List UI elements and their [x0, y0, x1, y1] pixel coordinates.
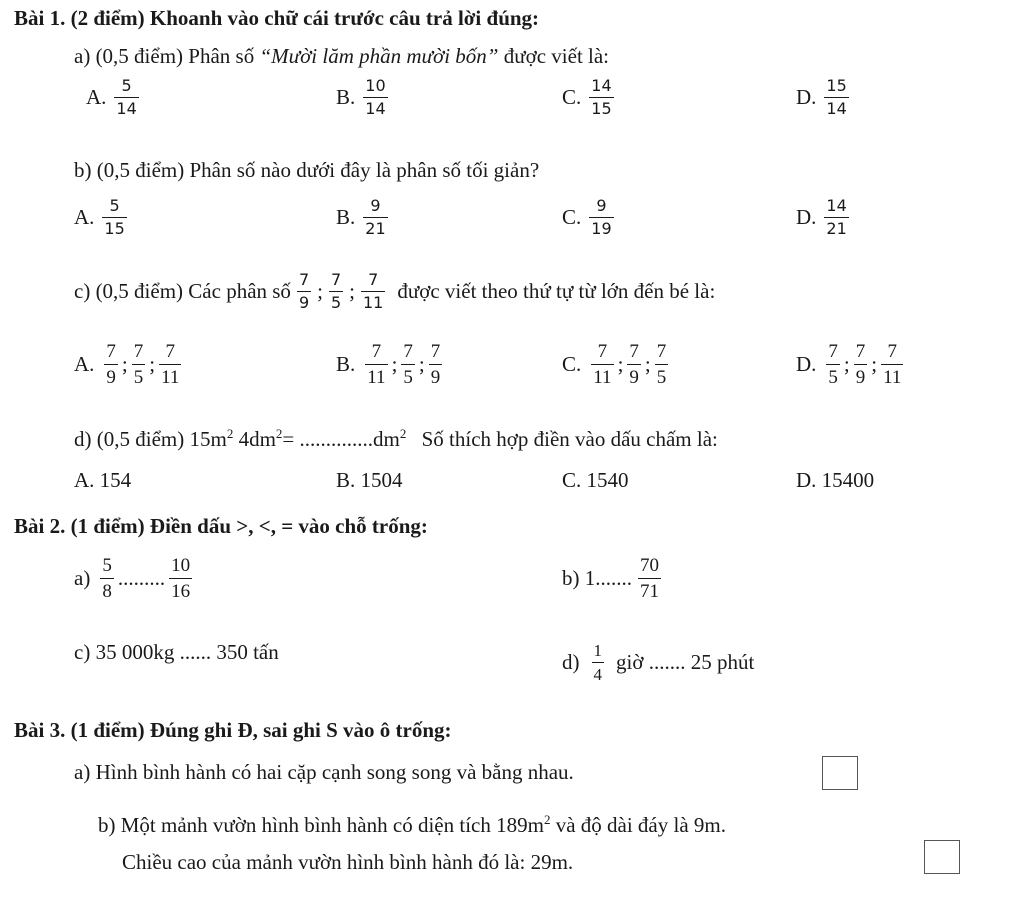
fraction: $\frac{7}{5}$ [330, 270, 342, 312]
bai3b-statement-line1 [98, 812, 726, 838]
bai1b-option-c[interactable] [562, 198, 614, 237]
bai2b-item [562, 556, 661, 601]
bai1a-prompt-post: được viết là: [503, 44, 610, 68]
fraction: $\frac{70}{71}$ [640, 555, 659, 602]
bai1c-option-c[interactable] [562, 342, 668, 387]
bai1c-option-d[interactable] [796, 342, 903, 387]
separator: ; [149, 352, 156, 376]
fraction: $\frac{7}{5}$ [656, 341, 667, 388]
bai2a-item [74, 556, 192, 601]
bai3b-line1-pre: b) Một mảnh vườn hình bình hành có diện tích 189m [98, 813, 544, 837]
bai1a-option-b[interactable] [336, 78, 388, 117]
separator: ; [644, 352, 651, 376]
separator: ; [871, 352, 878, 376]
fraction: $\frac{7}{9}$ [629, 341, 639, 388]
option-letter: B. [336, 85, 356, 109]
bai3b-statement-line2: Chiều cao của mảnh vườn hình bình hành đó là: 29m. [122, 850, 574, 874]
fraction: $\frac{10}{14}$ [365, 76, 386, 118]
bai2d-item [562, 642, 754, 683]
separator: ; [349, 279, 355, 303]
fraction: $\frac{9}{21}$ [365, 196, 386, 238]
option-letter: D. [796, 352, 817, 376]
bai1d-prompt-mid: 4dm [233, 427, 276, 451]
bai3-heading: Bài 3. (1 điểm) Đúng ghi Đ, sai ghi S vào ô trống: [14, 718, 452, 742]
bai2-heading: Bài 2. (1 điểm) Điền dấu >, <, = vào chỗ trống: [14, 514, 428, 538]
bai1d-prompt [74, 426, 718, 452]
fraction: $\frac{7}{11}$ [593, 341, 612, 388]
bai1d-option-b[interactable]: B. 1504 [336, 468, 403, 492]
fraction: $\frac{7}{9}$ [298, 270, 310, 312]
bai1b-option-d[interactable] [796, 198, 849, 237]
option-letter: A. [74, 352, 95, 376]
bai1c-prompt-post: được viết theo thứ tự từ lớn đến bé là: [397, 279, 716, 303]
fraction: $\frac{5}{8}$ [102, 555, 112, 602]
bai1a-prompt-pre: a) (0,5 điểm) Phân số [74, 44, 255, 68]
bai1d-option-d[interactable]: D. 15400 [796, 468, 875, 492]
option-letter: B. [336, 352, 356, 376]
separator: ; [391, 352, 398, 376]
bai2d-text[interactable]: giờ ....... 25 phút [616, 650, 755, 674]
bai1b-prompt: b) (0,5 điểm) Phân số nào dưới đây là phân số tối giản? [74, 158, 540, 182]
bai1c-option-a[interactable] [74, 342, 181, 387]
option-letter: A. [86, 85, 107, 109]
bai1d-option-a[interactable]: A. 154 [74, 468, 132, 492]
superscript: 2 [399, 426, 407, 441]
superscript: 2 [543, 812, 551, 827]
separator: ; [617, 352, 624, 376]
bai3b-line1-post: và độ dài đáy là 9m. [555, 813, 726, 837]
fraction: $\frac{9}{19}$ [591, 196, 612, 238]
fraction: $\frac{7}{5}$ [133, 341, 144, 388]
separator: ; [843, 352, 850, 376]
bai1a-prompt [74, 44, 609, 69]
bai3a-answer-box[interactable] [822, 756, 858, 790]
bai1d-prompt-post: Số thích hợp điền vào dấu chấm là: [421, 427, 718, 451]
bai1c-prompt [74, 272, 715, 311]
fraction: $\frac{7}{5}$ [828, 341, 838, 388]
fraction: $\frac{7}{5}$ [403, 341, 413, 388]
bai3b-answer-box[interactable] [924, 840, 960, 874]
bai1a-option-a[interactable] [86, 78, 139, 117]
superscript: 2 [275, 426, 283, 441]
fraction: $\frac{14}{21}$ [826, 196, 847, 238]
fraction: $\frac{7}{11}$ [161, 341, 180, 388]
bai3a-statement: a) Hình bình hành có hai cặp cạnh song song và bằng nhau. [74, 760, 574, 784]
fraction: $\frac{14}{15}$ [591, 76, 612, 118]
bai1b-option-b[interactable] [336, 198, 388, 237]
fraction: $\frac{7}{11}$ [363, 270, 384, 312]
fraction: $\frac{10}{16}$ [171, 555, 191, 602]
fraction: $\frac{7}{9}$ [855, 341, 866, 388]
bai1a-prompt-quote: “Mười lăm phần mười bốn” [259, 44, 499, 68]
bai1a-option-c[interactable] [562, 78, 614, 117]
option-letter: C. [562, 85, 582, 109]
option-letter: D. [796, 85, 817, 109]
bai2c-item[interactable]: c) 35 000kg ...... 350 tấn [74, 640, 279, 664]
bai1d-prompt-eq: = ..............dm [282, 427, 400, 451]
superscript: 2 [226, 426, 234, 441]
fraction: $\frac{7}{11}$ [367, 341, 386, 388]
bai1d-option-c[interactable]: C. 1540 [562, 468, 629, 492]
fraction: $\frac{5}{14}$ [116, 76, 137, 118]
option-letter: B. [336, 205, 356, 229]
fraction: $\frac{7}{11}$ [883, 341, 902, 388]
bai1c-option-b[interactable] [336, 342, 442, 387]
separator: ; [418, 352, 425, 376]
bai1c-prompt-pre: c) (0,5 điểm) Các phân số [74, 279, 291, 303]
item-label: a) [74, 566, 91, 590]
separator: ; [121, 352, 128, 376]
fraction: $\frac{15}{14}$ [826, 76, 847, 118]
bai1d-prompt-pre: d) (0,5 điểm) 15m [74, 427, 227, 451]
fraction: $\frac{1}{4}$ [593, 641, 602, 684]
bai1-heading: Bài 1. (2 điểm) Khoanh vào chữ cái trước câu trả lời đúng: [14, 6, 540, 30]
item-label: d) [562, 650, 580, 674]
fraction: $\frac{7}{9}$ [430, 341, 441, 388]
separator: ; [317, 279, 323, 303]
blank-dots[interactable]: ......... [117, 566, 166, 590]
option-letter: C. [562, 352, 582, 376]
item-label[interactable]: b) 1....... [562, 566, 632, 590]
bai1b-option-a[interactable] [74, 198, 127, 237]
option-letter: A. [74, 205, 95, 229]
option-letter: D. [796, 205, 817, 229]
fraction: $\frac{7}{9}$ [106, 341, 116, 388]
bai1a-option-d[interactable] [796, 78, 849, 117]
option-letter: C. [562, 205, 582, 229]
fraction: $\frac{5}{15}$ [104, 196, 125, 238]
